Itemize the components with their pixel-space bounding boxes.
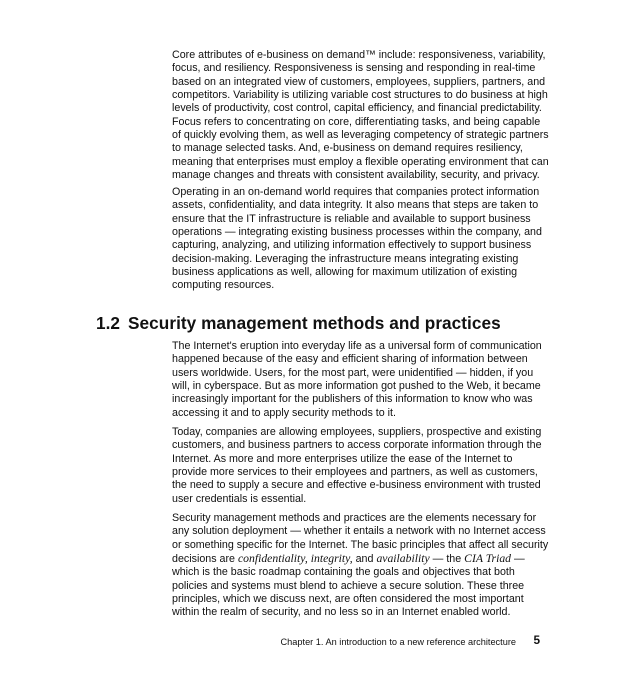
page-number: 5 [533, 633, 540, 647]
integrity-term: integrity, [310, 552, 353, 566]
confidentiality-term: confidentiality, [237, 552, 308, 566]
cia-triad-term: CIA Triad [464, 552, 512, 566]
section-paragraph-internet-eruption: The Internet's eruption into everyday life as a universal form of communication happened because of the easy and efficient sharing of information between users worldwide. Users, for the most part, were unidentified — hidden, if you will, in cyberspace. But as more information got pushed to the Web, it became increasingly important for the publishers of this information to know who was accessing it and to apply security methods to it. [172, 340, 542, 419]
section-heading [96, 313, 566, 334]
section-paragraph-company-access: Today, companies are allowing employees, suppliers, prospective and existing customers, and business partners to access corporate information through the Internet. As more and more enterprises utilize the ease of the Internet to provide more services to their employees and partners, as well as customers, the need to supply a secure and effective e-business environment with trusted user credentials is essential. [172, 426, 542, 505]
cia-intro-text: Security management methods and practices are the elements necessary for any solution deployment — whether it entails a network with no Internet access or something specific for the Internet. The basic principles that affect all security decisions are [172, 512, 549, 566]
section-number: 1.2 [96, 313, 121, 333]
section-title: Security management methods and practices [128, 313, 501, 333]
intro-paragraph-responsiveness: Core attributes of e-business on demand™ include: responsiveness, variability, focus, and resiliency. Responsiveness is sensing and responding in real-time based on an integrated view of customers, employees, suppliers, partners, and competitors. Variability is utilizing variable cost structures to do business at high levels of productivity, cost control, capital efficiency, and financial predictability. Focus refers to concentrating on core, differentiating tasks, and being capable of quickly evolving them, as well as leveraging competency of strategic partners to manage selected tasks. And, e-business on demand requires resiliency, meaning that enterprises must employ a flexible operating environment that can manage changes and threats with consistent availability, security, and privacy. [172, 49, 549, 182]
the-text: — the [432, 553, 462, 566]
footer-chapter-title: Chapter 1. An introduction to a new reference architecture [280, 637, 516, 647]
and-text: and [355, 553, 374, 566]
availability-term: availability [376, 552, 430, 566]
intro-paragraph-on-demand: Operating in an on-demand world requires that companies protect information assets, confidentiality, and data integrity. It also means that steps are taken to ensure that the IT infrastructure is reliable and available to support business operations — integrating existing business processes within the company, and capturing, analyzing, and utilizing information effectively to support business decision-making. Leveraging the infrastructure means integrating existing business applications as well, allowing for maximum utilization of existing computing resources. [172, 186, 542, 292]
cia-closing-text: — which is the basic roadmap containing the goals and objectives that both policies and systems must blend to achieve a secure solution. These three principles, which we discuss next, are often considered the most important within the realm of security, and no less so in an Internet enabled world. [172, 553, 525, 619]
section-paragraph-cia-triad [172, 512, 550, 620]
